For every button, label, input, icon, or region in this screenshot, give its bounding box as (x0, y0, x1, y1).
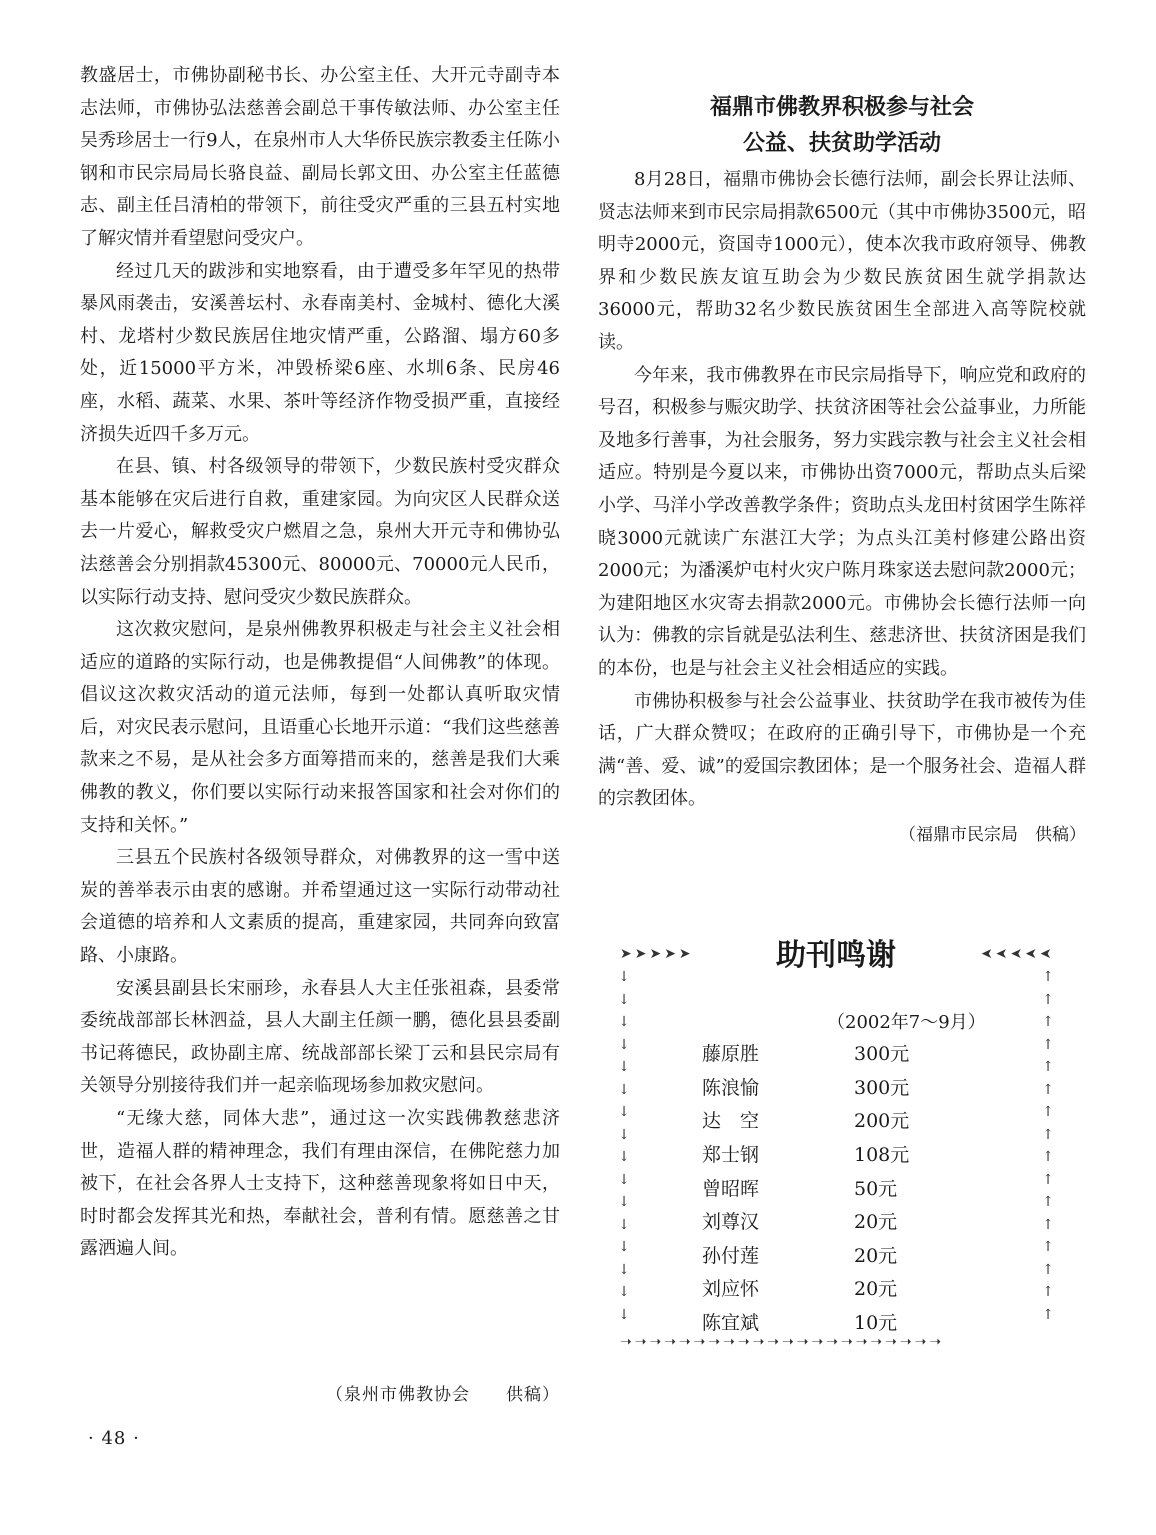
up-arrow-icon: ↑ (1042, 1149, 1054, 1165)
page-number: · 48 · (88, 1428, 140, 1449)
right-article (598, 90, 1086, 852)
left-paragraph-2: 经过几天的跋涉和实地察看，由于遭受多年罕见的热带暴风雨袭击，安溪善坛村、永春南美村、金城村、德化大溪村、龙塔村少数民族居住地灾情严重，公路溜、塌方60多处，近15000平方米，冲毁桥梁6座、水圳6条、民房46座，水稻、蔬菜、水果、茶叶等经济作物受损严重，直接经济损失近四千多万元。 (80, 260, 560, 445)
left-paragraph-1: 教盛居士，市佛协副秘书长、办公室主任、大开元寺副寺本志法师，市佛协弘法慈善会副总干事传敏法师、办公室主任吴秀珍居士一行9人，在泉州市人大华侨民族宗教委主任陈小钢和市民宗局局长骆良益、副局长郭文田、办公室主任蓝德志、副主任吕清柏的带领下，前往受灾严重的三县五村实地了解灾情并看望慰问受灾户。 (80, 65, 560, 249)
donor-row (702, 1170, 982, 1204)
bottom-arrow-border: ➝➝➝➝➝➝➝➝➝➝➝➝➝➝➝➝➝➝➝➝➝➝ (620, 1334, 945, 1350)
left-paragraph-3: 在县、镇、村各级领导的带领下，少数民族村受灾群众基本能够在灾后进行自救，重建家园。为向灾区人民群众送去一片爱心，解救受灾户燃眉之急，泉州大开元寺和佛协弘法慈善会分别捐款45300元、80000元、70000元人民币，以实际行动支持、慰问受灾少数民族群众。 (80, 456, 560, 608)
donor-row (702, 1070, 982, 1104)
donor-row (702, 1036, 982, 1070)
up-arrow-icon: ↑ (1042, 1014, 1054, 1030)
left-paragraph-5: 三县五个民族村各级领导群众，对佛教界的这一雪中送炭的善举表示由衷的感谢。并希望通过这一实际行动带动社会道德的培养和人文素质的提高，重建家园，共同奔向致富路、小康路。 (80, 847, 560, 967)
down-arrow-icon: ↓ (618, 1059, 630, 1075)
donation-acknowledgement-box (612, 930, 1060, 1358)
left-paragraph-6: 安溪县副县长宋丽珍，永春县人大主任张祖森，县委常委统战部部长林泗益，县人大副主任颜一鹏，德化县县委副书记蒋德民，政协副主席、统战部部长梁丁云和县民宗局有关领导分别接待我们并一起亲临现场参加救灾慰问。 (80, 977, 560, 1097)
donor-row (702, 1103, 982, 1137)
down-arrow-icon: ↓ (618, 969, 630, 985)
right-paragraph-2: 今年来，我市佛教界在市民宗局指导下，响应党和政府的号召，积极参与赈灾助学、扶贫济困等社会公益事业，力所能及地多行善事，为社会服务，努力实践宗教与社会主义社会相适应。特别是今夏以来，市佛协出资7000元，帮助点头后梁小学、马洋小学改善教学条件；资助点头龙田村贫困学生陈祥晓3000元就读广东湛江大学；为点头江美村修建公路出资2000元；为潘溪炉屯村火灾户陈月珠家送去慰问款2000元；为建阳地区水灾寄去捐款2000元。市佛协会长德行法师一向认为：佛教的宗旨就是弘法利生、慈悲济世、扶贫济困是我们的本份，也是与社会主义社会相适应的实践。 (598, 364, 1086, 679)
top-right-arrow-border: ➤➤➤➤➤ (978, 946, 1052, 962)
up-arrow-icon: ↑ (1042, 1239, 1054, 1255)
right-article-source: （福鼎市民宗局 供稿） (899, 824, 1086, 845)
right-paragraph-1: 8月28日，福鼎市佛协会长德行法师，副会长界让法师、贤志法师来到市民宗局捐款6500元（其中市佛协3500元，昭明寺2000元，资国寺1000元），使本次我市政府领导、佛教界和少数民族友谊互助会为少数民族贫困生就学捐款达36000元，帮助32名少数民族贫困生全部进入高等院校就读。 (598, 169, 1086, 353)
up-arrow-icon: ↑ (1042, 1194, 1054, 1210)
donor-amount: 20元 (854, 1211, 898, 1234)
up-arrow-icon: ↑ (1042, 991, 1054, 1008)
donor-amount: 300元 (854, 1076, 910, 1099)
down-arrow-icon: ↓ (618, 1149, 630, 1165)
donor-row (702, 1271, 982, 1305)
donor-name: 陈浪愉 (702, 1076, 760, 1099)
donor-amount: 10元 (854, 1312, 898, 1335)
down-arrow-icon: ↓ (618, 1036, 630, 1053)
donor-amount: 300元 (854, 1043, 910, 1066)
up-arrow-icon: ↑ (1042, 1306, 1054, 1323)
up-arrow-icon: ↑ (1042, 1104, 1054, 1120)
donor-amount: 20元 (854, 1244, 898, 1267)
up-arrow-icon: ↑ (1042, 1216, 1054, 1233)
donor-name: 陈宜斌 (702, 1312, 760, 1335)
left-arrow-border (616, 966, 632, 1326)
donor-amount: 50元 (854, 1177, 898, 1200)
right-article-title (598, 90, 1086, 162)
up-arrow-icon: ↑ (1042, 1059, 1054, 1075)
down-arrow-icon: ↓ (618, 1239, 630, 1255)
donor-name: 达 空 (702, 1110, 760, 1133)
down-arrow-icon: ↓ (618, 1284, 630, 1300)
donor-name: 孙付莲 (702, 1244, 760, 1267)
down-arrow-icon: ↓ (618, 1216, 630, 1233)
donor-amount: 20元 (854, 1278, 898, 1301)
down-arrow-icon: ↓ (618, 1306, 630, 1323)
donation-period: （2002年7～9月） (827, 1012, 986, 1033)
up-arrow-icon: ↑ (1042, 1126, 1054, 1143)
up-arrow-icon: ↑ (1042, 1284, 1054, 1300)
up-arrow-icon: ↑ (1042, 1081, 1054, 1098)
down-arrow-icon: ↓ (618, 1104, 630, 1120)
donor-name: 藤原胜 (702, 1043, 760, 1066)
donor-row (702, 1204, 982, 1238)
left-paragraph-7: “无缘大慈，同体大悲”，通过这一次实践佛教慈悲济世，造福人群的精神理念，我们有理由深信，在佛陀慈力加被下，在社会各界人士支持下，这种慈善现象将如日中天，时时都会发挥其光和热，奉献社会，普利有情。愿慈善之甘露洒遍人间。 (80, 1108, 560, 1260)
up-arrow-icon: ↑ (1042, 1171, 1054, 1188)
donor-amount: 200元 (854, 1110, 910, 1133)
down-arrow-icon: ↓ (618, 1081, 630, 1098)
down-arrow-icon: ↓ (618, 1014, 630, 1030)
donor-name: 刘应怀 (702, 1278, 760, 1301)
donor-row (702, 1238, 982, 1272)
left-paragraph-4: 这次救灾慰问，是泉州佛教界积极走与社会主义社会相适应的道路的实际行动，也是佛教提倡“人间佛教”的体现。倡议这次救灾活动的道元法师，每到一处都认真听取灾情后，对灾民表示慰问，且语重心长地开示道：“我们这些慈善款来之不易，是从社会多方面筹措而来的，慈善是我们大乘佛教的教义，你们要以实际行动来报答国家和社会对你们的支持和关怀。” (80, 619, 560, 836)
up-arrow-icon: ↑ (1042, 969, 1054, 985)
up-arrow-icon: ↑ (1042, 1261, 1054, 1278)
donor-list (702, 1036, 982, 1338)
down-arrow-icon: ↓ (618, 991, 630, 1008)
donor-name: 郑士钢 (702, 1144, 760, 1167)
donor-amount: 108元 (854, 1144, 910, 1167)
top-left-arrow-border: ➤➤➤➤➤ (620, 946, 694, 962)
left-article-source: （泉州市佛教协会 供稿） (326, 1385, 560, 1405)
donation-box-title: 助刊鸣谢 (762, 938, 910, 973)
down-arrow-icon: ↓ (618, 1194, 630, 1210)
left-article (80, 60, 560, 1266)
right-arrow-border (1040, 966, 1056, 1326)
right-paragraph-3: 市佛协积极参与社会公益事业、扶贫助学在我市被传为佳话，广大群众赞叹；在政府的正确引导下，市佛协是一个充满“善、爱、诚”的爱国宗教团体；是一个服务社会、造福人群的宗教团体。 (598, 690, 1086, 810)
down-arrow-icon: ↓ (618, 1126, 630, 1143)
up-arrow-icon: ↑ (1042, 1036, 1054, 1053)
right-article-title-line-2: 公益、扶贫助学活动 (742, 131, 941, 156)
donor-row (702, 1137, 982, 1171)
donor-name: 刘尊汉 (702, 1211, 760, 1234)
down-arrow-icon: ↓ (618, 1261, 630, 1278)
down-arrow-icon: ↓ (618, 1171, 630, 1188)
donor-name: 曾昭晖 (702, 1177, 760, 1200)
right-article-title-line-1: 福鼎市佛教界积极参与社会 (709, 95, 974, 120)
